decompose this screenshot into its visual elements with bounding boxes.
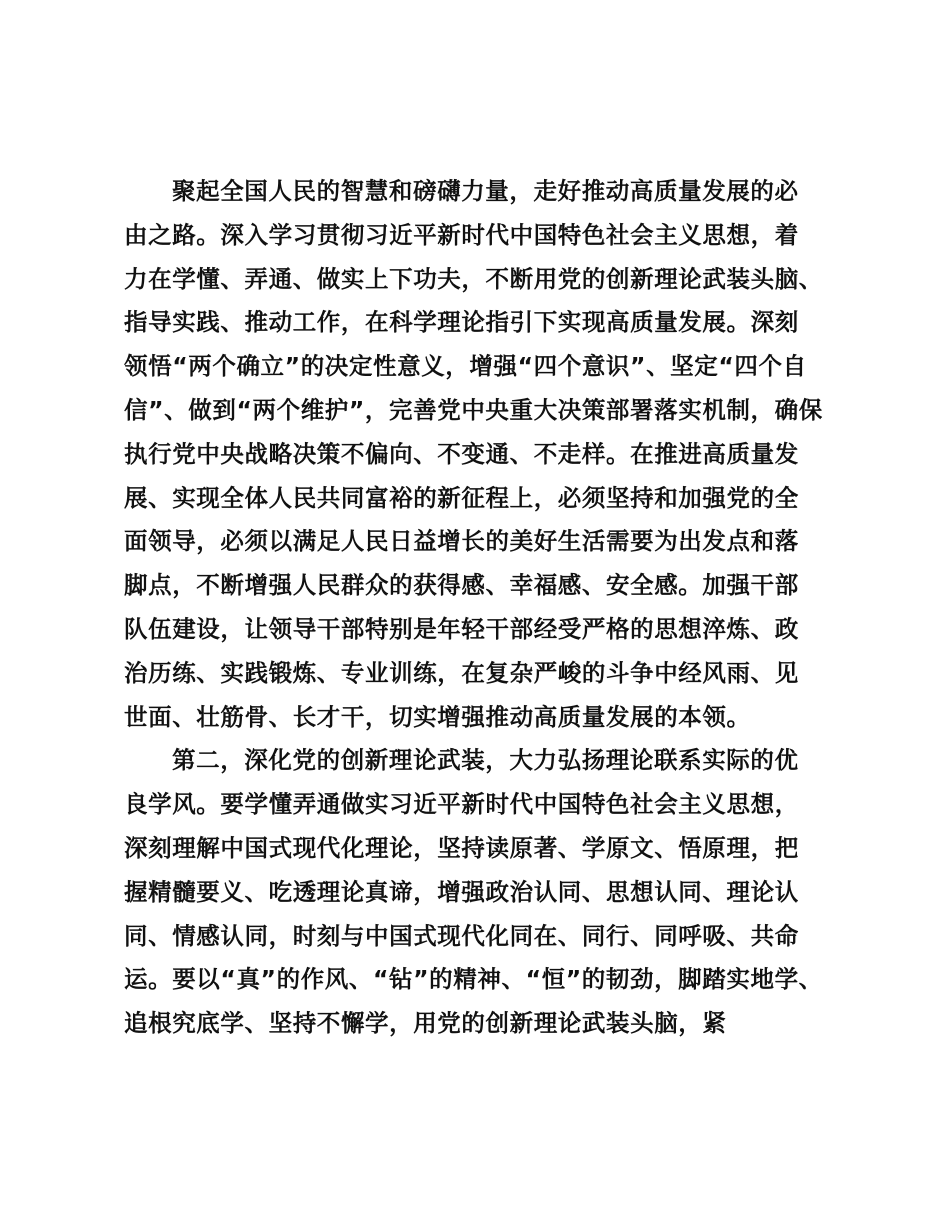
text-line: 同、情感认同，时刻与中国式现代化同在、同行、同呼吸、共命 xyxy=(124,921,799,950)
text-line: 指导实践、推动工作，在科学理论指引下实现高质量发展。深刻 xyxy=(124,308,799,337)
text-line: 追根究底学、坚持不懈学，用党的创新理论武装头脑，紧 xyxy=(124,1009,727,1038)
text-line: 脚点，不断增强人民群众的获得感、幸福感、安全感。加强干部 xyxy=(124,571,799,600)
text-line: 信”、做到“两个维护”，完善党中央重大决策部署落实机制，确保 xyxy=(124,395,823,424)
text-line: 面领导，必须以满足人民日益增长的美好生活需要为出发点和落 xyxy=(124,527,799,556)
text-line: 运。要以“真”的作风、“钻”的精神、“恒”的韧劲，脚踏实地学、 xyxy=(124,965,823,994)
text-line: 良学风。要学懂弄通做实习近平新时代中国特色社会主义思想， xyxy=(124,790,799,819)
text-line: 深刻理解中国式现代化理论，坚持读原著、学原文、悟原理，把 xyxy=(124,833,799,862)
text-line: 世面、壮筋骨、长才干，切实增强推动高质量发展的本领。 xyxy=(124,702,751,731)
body-text xyxy=(124,170,854,1046)
text-line: 队伍建设，让领导干部特别是年轻干部经受严格的思想淬炼、政 xyxy=(124,614,799,643)
text-line: 第二，深化党的创新理论武装，大力弘扬理论联系实际的优 xyxy=(172,746,799,775)
text-line: 由之路。深入学习贯彻习近平新时代中国特色社会主义思想，着 xyxy=(124,220,799,249)
text-line: 领悟“两个确立”的决定性意义，增强“四个意识”、坚定“四个自 xyxy=(124,352,807,381)
text-line: 握精髓要义、吃透理论真谛，增强政治认同、思想认同、理论认 xyxy=(124,877,799,906)
text-line: 治历练、实践锻炼、专业训练，在复杂严峻的斗争中经风雨、见 xyxy=(124,658,799,687)
text-line: 执行党中央战略决策不偏向、不变通、不走样。在推进高质量发 xyxy=(124,439,799,468)
text-line: 展、实现全体人民共同富裕的新征程上，必须坚持和加强党的全 xyxy=(124,483,799,512)
text-line: 聚起全国人民的智慧和磅礴力量，走好推动高质量发展的必 xyxy=(172,177,799,205)
text-line: 力在学懂、弄通、做实上下功夫，不断用党的创新理论武装头脑、 xyxy=(124,264,823,293)
